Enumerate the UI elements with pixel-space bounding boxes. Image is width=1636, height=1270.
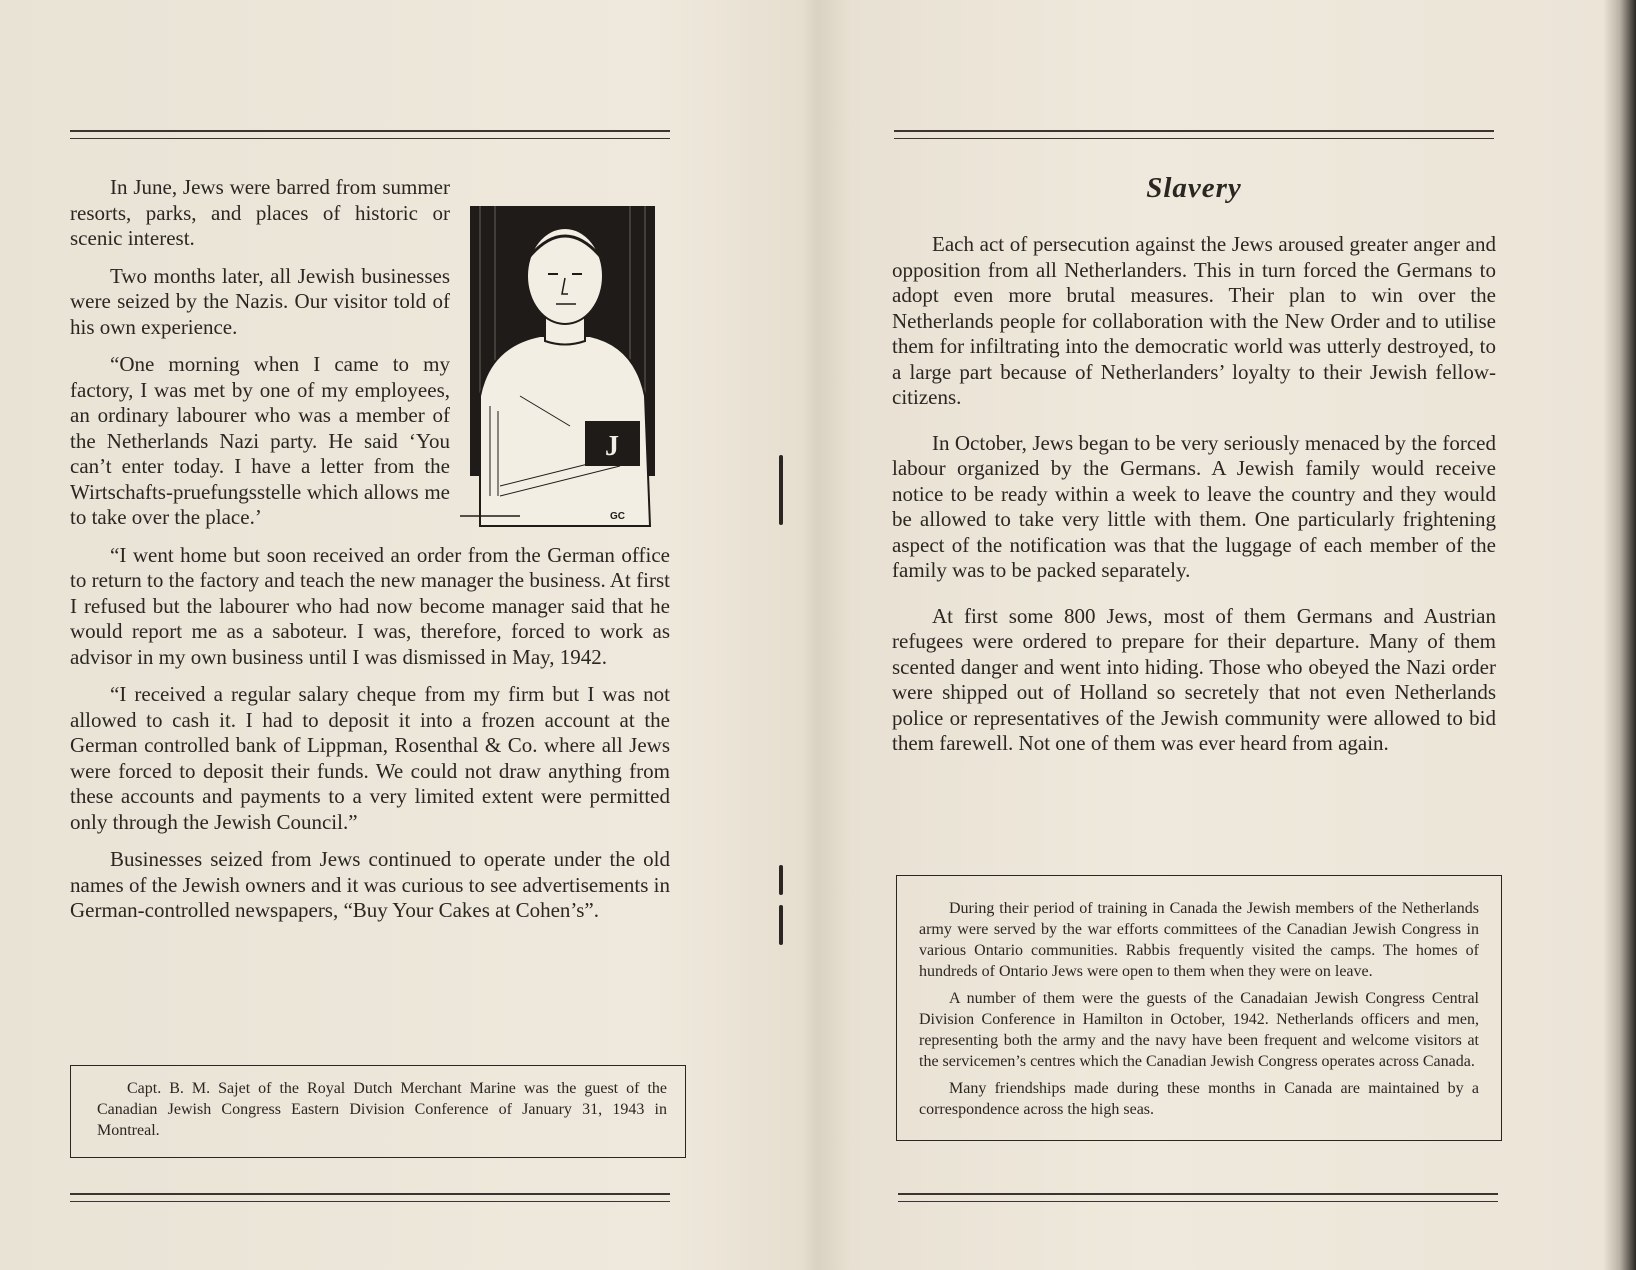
- portrait-drawing: [460, 196, 670, 546]
- binding-stitch: [779, 865, 783, 895]
- armband-letter: J: [605, 431, 619, 462]
- bottom-rule-right: [898, 1193, 1498, 1202]
- paragraph: In October, Jews began to be very seriously menaced by the forced labour organized by the Germans. A Jewish family would receive notice to be ready within a week to leave the country and they would be allowed to take very little with them. One particularly frightening aspect of the notification was that the luggage of each member of the family was to be packed separately.: [892, 430, 1496, 582]
- right-column: [892, 232, 1496, 769]
- paragraph: At first some 800 Jews, most of them Germans and Austrian refugees were ordered to prepare for their departure. Many of them scented danger and went into hiding. Those who obeyed the Nazi order were shipped out of Holland so secretely that not even Netherlands police or representatives of the Jewish community were allowed to bid them farewell. Not one of them was ever heard from again.: [892, 603, 1496, 755]
- right-page: [790, 0, 1620, 1270]
- binding-stitch: [779, 905, 783, 945]
- paragraph: Two months later, all Jewish businesses were seized by the Nazis. Our visitor told of his own experience.: [70, 263, 450, 339]
- paragraph: “I went home but soon received an order from the German office to return to the factory and teach the new manager the business. At first I refused but the labourer who had now become manager said that he would report me as a saboteur. I was, therefore, forced to work as advisor in my own business until I was dismissed in May, 1942.: [70, 542, 670, 669]
- paragraph: In June, Jews were barred from summer resorts, parks, and places of historic or scenic interest.: [70, 175, 450, 250]
- head: [527, 228, 603, 324]
- info-paragraph: A number of them were the guests of the Canadaian Jewish Congress Central Division Conference in Hamilton in October, 1942. Netherlands officers and men, representing both the army and the navy have been frequent and welcome visitors at the servicemen’s centres which the Canadian Jewish Congress operates across Canada.: [919, 990, 1479, 1070]
- caption-text: Capt. B. M. Sajet of the Royal Dutch Merchant Marine was the guest of the Canadian Jewish Congress Eastern Division Conference of January 31, 1943 in Montreal.: [97, 1080, 667, 1139]
- caption-box: [70, 1065, 686, 1158]
- info-box: [896, 875, 1502, 1141]
- artist-signature: GC: [610, 511, 625, 522]
- top-rule-right: [894, 130, 1494, 139]
- wrapped-text-area: [70, 175, 450, 531]
- info-paragraph: Many friendships made during these months in Canada are maintained by a correspondence across the high seas.: [919, 1080, 1479, 1118]
- binding-stitch: [779, 455, 783, 525]
- left-page: [0, 0, 780, 1270]
- top-rule-left: [70, 130, 670, 139]
- paragraph: Businesses seized from Jews continued to operate under the old names of the Jewish owners and it was curious to see advertisements in German-controlled newspapers, “Buy Your Cakes at Cohen’s”.: [70, 847, 670, 922]
- section-title: Slavery: [1146, 172, 1242, 204]
- bottom-rule-left: [70, 1193, 670, 1202]
- info-paragraph: During their period of training in Canada the Jewish members of the Netherlands army were served by the war efforts committees of the Canadian Jewish Congress in various Ontario communities. Rabbis frequently visited the camps. The homes of hundreds of Ontario Jews were open to them when they were on leave.: [919, 900, 1479, 980]
- paragraph: “I received a regular salary cheque from my firm but I was not allowed to cash it. I had to deposit it into a frozen account at the German controlled bank of Lippman, Rosenthal & Co. where all Jews were forced to deposit their funds. We could not draw anything from these accounts and payments to a very limited extent were permitted only through the Jewish Council.”: [70, 682, 670, 834]
- paragraph: “One morning when I came to my factory, I was met by one of my employees, an ordinary labourer who was a member of the Netherlands Nazi party. He said ‘You can’t enter today. I have a letter from the Wirtschafts-pruefungsstelle which allows me to take over the place.’: [70, 352, 450, 529]
- paragraph: Each act of persecution against the Jews aroused greater anger and opposition from all Netherlanders. This in turn forced the Germans to adopt even more brutal measures. Their plan to win over the Netherlands people for collaboration with the New Order and to utilise them for infiltrating into the democratic world was utterly destroyed, to a large part because of Netherlanders’ loyalty to their Jewish fellow-citizens.: [892, 232, 1496, 409]
- illustration-man-with-armband: [460, 196, 670, 546]
